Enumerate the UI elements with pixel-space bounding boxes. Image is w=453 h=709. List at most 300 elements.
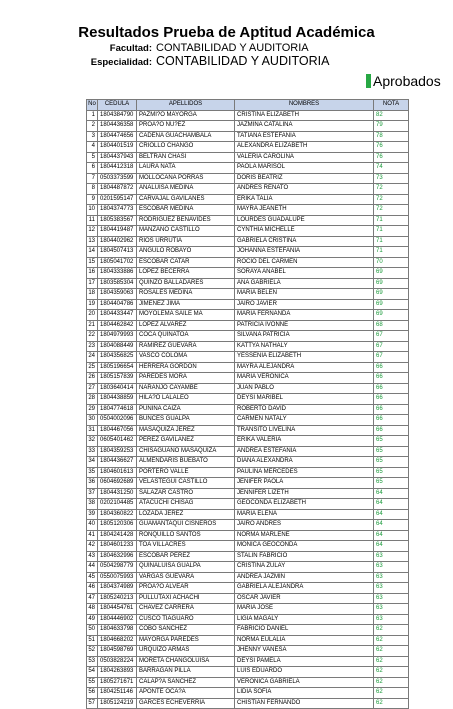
cedula-cell: 1804446902	[98, 614, 137, 625]
nombres-cell: ERIKA TALIA	[235, 194, 374, 205]
apellidos-cell: HERRERA GORDON	[137, 362, 235, 373]
nota-cell: 82	[374, 110, 409, 121]
cedula-cell: 1804474656	[98, 131, 137, 142]
approved-legend-label: Aprobados	[373, 73, 441, 89]
cedula-cell: 1804359253	[98, 446, 137, 457]
cedula-cell: 1804402962	[98, 236, 137, 247]
apellidos-cell: PUNINA CAIZA	[137, 404, 235, 415]
header-cedula: CEDULA	[98, 100, 137, 111]
table-row	[87, 572, 409, 583]
table-row	[87, 278, 409, 289]
row-number: 1	[87, 110, 98, 121]
nombres-cell: JOHANNA ESTEFANIA	[235, 247, 374, 258]
table-row	[87, 499, 409, 510]
table-row	[87, 635, 409, 646]
nota-cell: 63	[374, 583, 409, 594]
nombres-cell: FABRICIO DANIEL	[235, 625, 374, 636]
faculty-label: Facultad:	[109, 43, 152, 54]
nota-cell: 66	[374, 383, 409, 394]
nombres-cell: ROBERTO DAVID	[235, 404, 374, 415]
nombres-cell: SILVANA PATRICIA	[235, 331, 374, 342]
row-number: 22	[87, 331, 98, 342]
cedula-cell: 0504002096	[98, 415, 137, 426]
row-number: 9	[87, 194, 98, 205]
nota-cell: 63	[374, 614, 409, 625]
nombres-cell: ANA GABRIELA	[235, 278, 374, 289]
table-row	[87, 310, 409, 321]
table-row	[87, 530, 409, 541]
nombres-cell: KATTYA NATHALY	[235, 341, 374, 352]
nota-cell: 74	[374, 163, 409, 174]
apellidos-cell: ANGULO ROBAYO	[137, 247, 235, 258]
nota-cell: 62	[374, 646, 409, 657]
nombres-cell: ERIKA VALERIA	[235, 436, 374, 447]
table-row	[87, 541, 409, 552]
row-number: 29	[87, 404, 98, 415]
nombres-cell: LIGIA MAGALY	[235, 614, 374, 625]
cedula-cell: 0201595147	[98, 194, 137, 205]
row-number: 25	[87, 362, 98, 373]
table-row	[87, 352, 409, 363]
table-row	[87, 142, 409, 153]
row-number: 34	[87, 457, 98, 468]
apellidos-cell: LOZADA JEREZ	[137, 509, 235, 520]
nombres-cell: MONICA GEOCONDA	[235, 541, 374, 552]
row-number: 7	[87, 173, 98, 184]
nota-cell: 67	[374, 352, 409, 363]
table-row	[87, 383, 409, 394]
nombres-cell: PAULINA MERCEDES	[235, 467, 374, 478]
nota-cell: 72	[374, 194, 409, 205]
nota-cell: 73	[374, 173, 409, 184]
nombres-cell: CRISTINA ELIZABETH	[235, 110, 374, 121]
nombres-cell: TRANSITO LIVELINA	[235, 425, 374, 436]
table-row	[87, 467, 409, 478]
row-number: 28	[87, 394, 98, 405]
nota-cell: 70	[374, 257, 409, 268]
cedula-cell: 1804487872	[98, 184, 137, 195]
apellidos-cell: BARRAGAN PILLA	[137, 667, 235, 678]
row-number: 11	[87, 215, 98, 226]
row-number: 43	[87, 551, 98, 562]
nota-cell: 66	[374, 362, 409, 373]
apellidos-cell: ATACUCHI CHISAG	[137, 499, 235, 510]
row-number: 51	[87, 635, 98, 646]
row-number: 45	[87, 572, 98, 583]
nota-cell: 68	[374, 320, 409, 331]
apellidos-cell: ESCOBAR PEREZ	[137, 551, 235, 562]
table-row	[87, 121, 409, 132]
table-row	[87, 257, 409, 268]
nombres-cell: CYNTHIA MICHELLE	[235, 226, 374, 237]
nota-cell: 63	[374, 593, 409, 604]
row-number: 46	[87, 583, 98, 594]
nombres-cell: MARIA ELENA	[235, 509, 374, 520]
apellidos-cell: LOPEZ BECERRA	[137, 268, 235, 279]
nombres-cell: DEYSI MARIBEL	[235, 394, 374, 405]
nombres-cell: JAIRO ANDRES	[235, 520, 374, 531]
table-row	[87, 131, 409, 142]
row-number: 16	[87, 268, 98, 279]
cedula-cell: 1804462842	[98, 320, 137, 331]
apellidos-cell: PROA?O ALVEAR	[137, 583, 235, 594]
apellidos-cell: COCA QUINATOA	[137, 331, 235, 342]
cedula-cell: 1805240213	[98, 593, 137, 604]
nota-cell: 66	[374, 373, 409, 384]
cedula-cell: 1804360822	[98, 509, 137, 520]
nombres-cell: JHENNY VANESA	[235, 646, 374, 657]
cedula-cell: 1805271671	[98, 677, 137, 688]
nota-cell: 65	[374, 478, 409, 489]
nombres-cell: MARIA FERNANDA	[235, 310, 374, 321]
cedula-cell: 1804374989	[98, 583, 137, 594]
apellidos-cell: CADENA GUACHAMBALA	[137, 131, 235, 142]
table-row	[87, 247, 409, 258]
cedula-cell: 1804088449	[98, 341, 137, 352]
cedula-cell: 1804404786	[98, 299, 137, 310]
row-number: 36	[87, 478, 98, 489]
cedula-cell: 1804633798	[98, 625, 137, 636]
nombres-cell: JENIFER PAOLA	[235, 478, 374, 489]
table-row	[87, 362, 409, 373]
faculty-value: CONTABILIDAD Y AUDITORIA	[156, 42, 309, 54]
table-row	[87, 226, 409, 237]
row-number: 2	[87, 121, 98, 132]
nota-cell: 67	[374, 331, 409, 342]
row-number: 47	[87, 593, 98, 604]
table-row	[87, 404, 409, 415]
cedula-cell: 1804437943	[98, 152, 137, 163]
nombres-cell: LOURDES GUADALUPE	[235, 215, 374, 226]
nota-cell: 64	[374, 509, 409, 520]
nota-cell: 71	[374, 236, 409, 247]
nota-cell: 76	[374, 152, 409, 163]
row-number: 27	[87, 383, 98, 394]
table-row	[87, 394, 409, 405]
row-number: 15	[87, 257, 98, 268]
apellidos-cell: ESCOBAR MEDINA	[137, 205, 235, 216]
specialty-label: Especialidad:	[90, 57, 152, 68]
cedula-cell: 1805041702	[98, 257, 137, 268]
apellidos-cell: URQUIZO ARMAS	[137, 646, 235, 657]
nota-cell: 66	[374, 404, 409, 415]
nota-cell: 62	[374, 656, 409, 667]
nombres-cell: MAYRA JEANETH	[235, 205, 374, 216]
apellidos-cell: RIOS URRUTIA	[137, 236, 235, 247]
table-row	[87, 299, 409, 310]
nota-cell: 64	[374, 499, 409, 510]
cedula-cell: 1803585304	[98, 278, 137, 289]
table-row	[87, 457, 409, 468]
row-number: 21	[87, 320, 98, 331]
table-row	[87, 520, 409, 531]
specialty-value: CONTABILIDAD Y AUDITORIA	[156, 54, 330, 68]
approved-legend	[366, 73, 441, 89]
nota-cell: 64	[374, 488, 409, 499]
apellidos-cell: PULLUTAXI ACHACHI	[137, 593, 235, 604]
table-row	[87, 604, 409, 615]
apellidos-cell: SALAZAR CASTRO	[137, 488, 235, 499]
header-nota: NOTA	[374, 100, 409, 111]
row-number: 10	[87, 205, 98, 216]
table-row	[87, 436, 409, 447]
cedula-cell: 1804433447	[98, 310, 137, 321]
cedula-cell: 1804598769	[98, 646, 137, 657]
cedula-cell: 1804632996	[98, 551, 137, 562]
table-row	[87, 646, 409, 657]
table-row	[87, 509, 409, 520]
row-number: 53	[87, 656, 98, 667]
row-number: 6	[87, 163, 98, 174]
table-body	[87, 110, 409, 709]
cedula-cell: 1804668202	[98, 635, 137, 646]
cedula-cell: 1804359063	[98, 289, 137, 300]
nota-cell: 78	[374, 131, 409, 142]
cedula-cell: 1804419487	[98, 226, 137, 237]
header-nombres: NOMBRES	[235, 100, 374, 111]
cedula-cell: 1804251146	[98, 688, 137, 699]
nombres-cell: JAZMINA CATALINA	[235, 121, 374, 132]
nota-cell: 71	[374, 226, 409, 237]
row-number: 32	[87, 436, 98, 447]
nota-cell: 69	[374, 268, 409, 279]
nombres-cell: JAIRO JAVIER	[235, 299, 374, 310]
cedula-cell: 1804979993	[98, 331, 137, 342]
cedula-cell: 1804601233	[98, 541, 137, 552]
nombres-cell: DEYSI PAMELA	[235, 656, 374, 667]
nombres-cell: ANDREA JAZMIN	[235, 572, 374, 583]
nombres-cell: ALEXANDRA ELIZABETH	[235, 142, 374, 153]
apellidos-cell: CHISAGUANO MASAQUIZA	[137, 446, 235, 457]
row-number: 24	[87, 352, 98, 363]
nombres-cell: MARIA JOSE	[235, 604, 374, 615]
approved-swatch	[366, 74, 371, 88]
apellidos-cell: TOA VILLACRES	[137, 541, 235, 552]
nota-cell: 62	[374, 625, 409, 636]
row-number: 17	[87, 278, 98, 289]
row-number: 5	[87, 152, 98, 163]
apellidos-cell: PORTERO VALLE	[137, 467, 235, 478]
apellidos-cell: QUINALUISA GUALPA	[137, 562, 235, 573]
row-number: 23	[87, 341, 98, 352]
nombres-cell: DIANA ALEXANDRA	[235, 457, 374, 468]
page-title: Resultados Prueba de Aptitud Académica	[78, 24, 375, 41]
apellidos-cell: MOLLOCANA PORRAS	[137, 173, 235, 184]
apellidos-cell: CUSCO TIAGUARO	[137, 614, 235, 625]
table-row	[87, 551, 409, 562]
row-number: 8	[87, 184, 98, 195]
row-number: 3	[87, 131, 98, 142]
cedula-cell: 1805120306	[98, 520, 137, 531]
row-number: 48	[87, 604, 98, 615]
apellidos-cell: ROSALES MEDINA	[137, 289, 235, 300]
apellidos-cell: ESCOBAR CATAR	[137, 257, 235, 268]
nombres-cell: MAYRA ALEJANDRA	[235, 362, 374, 373]
nombres-cell: STALIN FABRICIO	[235, 551, 374, 562]
apellidos-cell: VELASTEGUI CASTILLO	[137, 478, 235, 489]
nombres-cell: VERONICA GABRIELA	[235, 677, 374, 688]
table-row	[87, 289, 409, 300]
apellidos-cell: CHAVEZ CARRERA	[137, 604, 235, 615]
apellidos-cell: ANALUISA MEDINA	[137, 184, 235, 195]
row-number: 40	[87, 520, 98, 531]
nota-cell: 64	[374, 520, 409, 531]
table-row	[87, 236, 409, 247]
nombres-cell: OSCAR JAVIER	[235, 593, 374, 604]
table-row	[87, 152, 409, 163]
table-row	[87, 320, 409, 331]
table-row	[87, 110, 409, 121]
row-number: 12	[87, 226, 98, 237]
row-number: 35	[87, 467, 98, 478]
nombres-cell: ANDREA ESTEFANIA	[235, 446, 374, 457]
apellidos-cell: PAREDES MORA	[137, 373, 235, 384]
row-number: 37	[87, 488, 98, 499]
apellidos-cell: LAURA NATA	[137, 163, 235, 174]
cedula-cell: 0503373599	[98, 173, 137, 184]
nota-cell: 62	[374, 688, 409, 699]
nombres-cell: MARIA VERONICA	[235, 373, 374, 384]
cedula-cell: 1805196654	[98, 362, 137, 373]
table-row	[87, 625, 409, 636]
nota-cell: 63	[374, 604, 409, 615]
table-row	[87, 215, 409, 226]
apellidos-cell: LOPEZ ALVAREZ	[137, 320, 235, 331]
row-number: 39	[87, 509, 98, 520]
nota-cell: 69	[374, 310, 409, 321]
nombres-cell: CHISTIAN FERNANDO	[235, 698, 374, 709]
nota-cell: 62	[374, 698, 409, 709]
nombres-cell: DORIS BEATRIZ	[235, 173, 374, 184]
nombres-cell: LUIS EDUARDO	[235, 667, 374, 678]
nota-cell: 65	[374, 436, 409, 447]
row-number: 13	[87, 236, 98, 247]
nota-cell: 64	[374, 530, 409, 541]
nombres-cell: TATIANA ESTEFANIA	[235, 131, 374, 142]
cedula-cell: 1804401519	[98, 142, 137, 153]
nombres-cell: NORMA EULALIA	[235, 635, 374, 646]
apellidos-cell: MASAQUIZA JEREZ	[137, 425, 235, 436]
table-row	[87, 688, 409, 699]
apellidos-cell: JIMENEZ JIMA	[137, 299, 235, 310]
nombres-cell: GEOCONDA ELIZABETH	[235, 499, 374, 510]
nota-cell: 63	[374, 572, 409, 583]
cedula-cell: 1804467056	[98, 425, 137, 436]
table-row	[87, 163, 409, 174]
nota-cell: 65	[374, 467, 409, 478]
apellidos-cell: CALAP?A SANCHEZ	[137, 677, 235, 688]
apellidos-cell: VARGAS GUEVARA	[137, 572, 235, 583]
table-row	[87, 331, 409, 342]
apellidos-cell: BUNCES GUALPA	[137, 415, 235, 426]
row-number: 56	[87, 688, 98, 699]
cedula-cell: 1804431250	[98, 488, 137, 499]
nota-cell: 71	[374, 215, 409, 226]
nombres-cell: NORMA MARLENE	[235, 530, 374, 541]
table-row	[87, 677, 409, 688]
apellidos-cell: GARCES ECHEVERRIA	[137, 698, 235, 709]
apellidos-cell: MOYOLEMA SAILE MA	[137, 310, 235, 321]
nota-cell: 71	[374, 247, 409, 258]
row-number: 26	[87, 373, 98, 384]
apellidos-cell: GUAMANTAQUI CISNEROS	[137, 520, 235, 531]
nombres-cell: JENNIFER LIZETH	[235, 488, 374, 499]
table-row	[87, 583, 409, 594]
nota-cell: 66	[374, 415, 409, 426]
table-row	[87, 614, 409, 625]
table-row	[87, 698, 409, 709]
nombres-cell: PATRICIA IVONNE	[235, 320, 374, 331]
nota-cell: 63	[374, 562, 409, 573]
nombres-cell: JUAN PABLO	[235, 383, 374, 394]
cedula-cell: 1804356825	[98, 352, 137, 363]
cedula-cell: 0503828224	[98, 656, 137, 667]
cedula-cell: 0604692689	[98, 478, 137, 489]
row-number: 44	[87, 562, 98, 573]
apellidos-cell: CARVAJAL GAVILANES	[137, 194, 235, 205]
apellidos-cell: QUINZO BALLADARES	[137, 278, 235, 289]
cedula-cell: 1804241428	[98, 530, 137, 541]
specialty-line	[0, 55, 329, 69]
apellidos-cell: PEREZ GAVILANEZ	[137, 436, 235, 447]
table-row	[87, 478, 409, 489]
results-table	[86, 99, 409, 709]
cedula-cell: 1804412318	[98, 163, 137, 174]
nombres-cell: VALERIA CAROLINA	[235, 152, 374, 163]
nota-cell: 76	[374, 142, 409, 153]
table-row	[87, 268, 409, 279]
apellidos-cell: PROA?O NU?EZ	[137, 121, 235, 132]
nombres-cell: ANDRES RENATO	[235, 184, 374, 195]
row-number: 14	[87, 247, 98, 258]
row-number: 54	[87, 667, 98, 678]
row-number: 55	[87, 677, 98, 688]
cedula-cell: 0202104485	[98, 499, 137, 510]
apellidos-cell: NARANJO CAYAMBE	[137, 383, 235, 394]
nota-cell: 65	[374, 457, 409, 468]
apellidos-cell: MAYORGA PAREDES	[137, 635, 235, 646]
apellidos-cell: APONTE OCA?A	[137, 688, 235, 699]
nota-cell: 62	[374, 635, 409, 646]
nota-cell: 66	[374, 425, 409, 436]
header-apellidos: APELLIDOS	[137, 100, 235, 111]
row-number: 52	[87, 646, 98, 657]
cedula-cell: 1804454761	[98, 604, 137, 615]
nota-cell: 72	[374, 184, 409, 195]
cedula-cell: 1805383567	[98, 215, 137, 226]
apellidos-cell: COBO SANCHEZ	[137, 625, 235, 636]
nombres-cell: ROCIO DEL CARMEN	[235, 257, 374, 268]
cedula-cell: 1804374773	[98, 205, 137, 216]
apellidos-cell: RAMIREZ GUEVARA	[137, 341, 235, 352]
table-row	[87, 373, 409, 384]
nota-cell: 69	[374, 278, 409, 289]
nombres-cell: GABRIELA CRISTINA	[235, 236, 374, 247]
nombres-cell: GABRIELA ALEJANDRA	[235, 583, 374, 594]
cedula-cell: 0605401462	[98, 436, 137, 447]
row-number: 57	[87, 698, 98, 709]
row-number: 30	[87, 415, 98, 426]
apellidos-cell: HILA?O LALALEO	[137, 394, 235, 405]
nota-cell: 79	[374, 121, 409, 132]
row-number: 18	[87, 289, 98, 300]
cedula-cell: 1805124219	[98, 698, 137, 709]
nota-cell: 65	[374, 446, 409, 457]
table-row	[87, 184, 409, 195]
apellidos-cell: CRIOLLO CHANGO	[137, 142, 235, 153]
apellidos-cell: ALMENDARIS BUEBATO	[137, 457, 235, 468]
nombres-cell: SORAYA ANABEL	[235, 268, 374, 279]
